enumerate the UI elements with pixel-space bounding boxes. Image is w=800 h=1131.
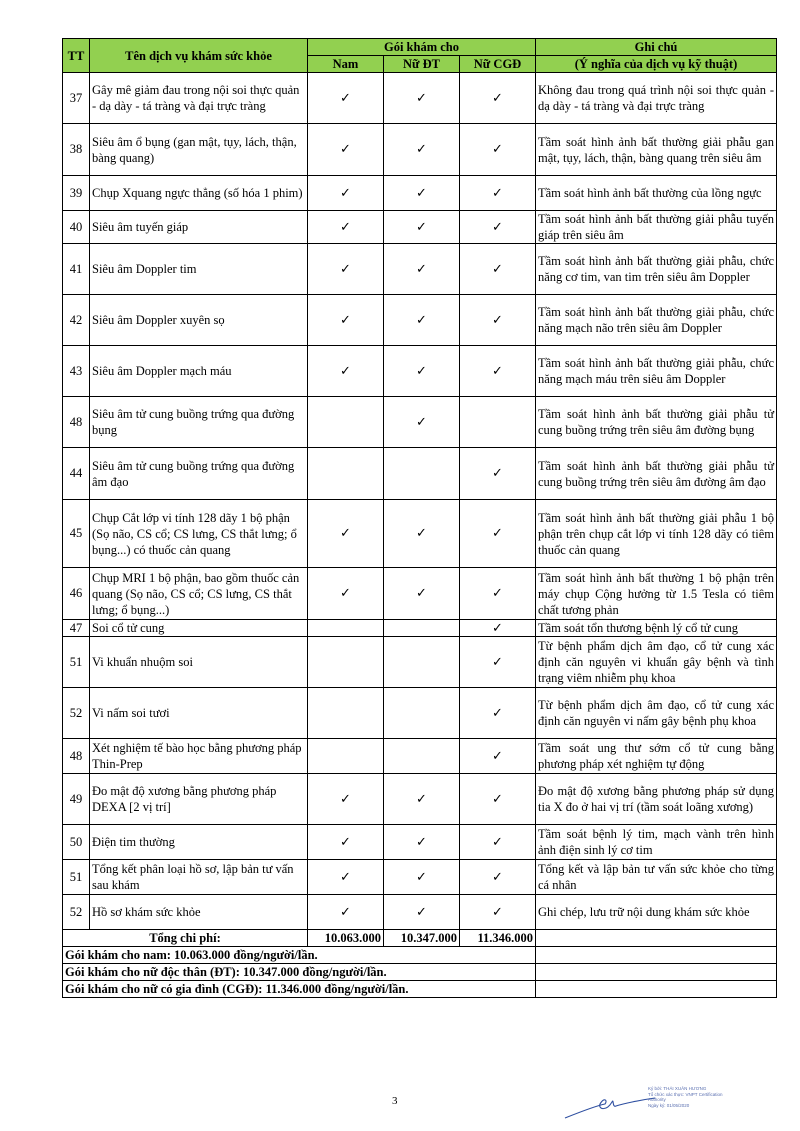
row-number: 45 [63,500,90,568]
row-number: 42 [63,295,90,346]
service-name: Vi khuẩn nhuộm soi [90,637,308,688]
service-note: Tầm soát hình ảnh bất thường giải phẫu tử cung buồng trứng trên siêu âm đường bụng [536,397,777,448]
service-note: Tầm soát ung thư sớm cổ tử cung bằng phương pháp xét nghiệm tự động [536,739,777,774]
signature-line: Ngày ký: 01/05/2020 [648,1102,690,1108]
check-mark-icon: ✓ [460,688,536,739]
row-number: 40 [63,211,90,244]
service-name: Siêu âm tử cung buồng trứng qua đường bụng [90,397,308,448]
service-table [62,38,777,998]
row-number: 51 [63,860,90,895]
table-row [63,688,777,739]
service-note: Tầm soát hình ảnh bất thường giải phẫu tuyến giáp trên siêu âm [536,211,777,244]
table-row [63,825,777,860]
check-mark-icon: ✓ [384,825,460,860]
check-mark-icon: ✓ [460,346,536,397]
check-mark-icon: ✓ [308,895,384,930]
table-row [63,620,777,637]
table-row [63,176,777,211]
service-note: Tầm soát hình ảnh bất thường của lồng ngực [536,176,777,211]
empty-package-cell [460,397,536,448]
check-mark-icon: ✓ [384,295,460,346]
service-note: Tầm soát bệnh lý tim, mạch vành trên hình ảnh điện sinh lý cơ tim [536,825,777,860]
service-name: Siêu âm ổ bụng (gan mật, tụy, lách, thận, bàng quang) [90,124,308,176]
row-number: 47 [63,620,90,637]
service-name: Siêu âm tuyến giáp [90,211,308,244]
header-service: Tên dịch vụ khám sức khỏe [90,39,308,73]
table-row [63,244,777,295]
row-number: 46 [63,568,90,620]
total-nu-dt: 10.347.000 [384,930,460,947]
summary-nu-cgd: Gói khám cho nữ có gia đình (CGĐ): 11.346.000 đồng/người/lần. [63,981,536,998]
service-note: Tầm soát hình ảnh bất thường giải phẫu, chức năng cơ tim, van tim trên siêu âm Doppler [536,244,777,295]
check-mark-icon: ✓ [308,176,384,211]
empty-package-cell [384,739,460,774]
table-row [63,739,777,774]
summary-empty-cell [536,947,777,964]
check-mark-icon: ✓ [460,825,536,860]
empty-package-cell [308,620,384,637]
check-mark-icon: ✓ [308,295,384,346]
check-mark-icon: ✓ [384,568,460,620]
table-body [63,73,777,930]
check-mark-icon: ✓ [308,211,384,244]
header-col-nu-cgd: Nữ CGĐ [460,56,536,73]
page-number: 3 [392,1095,398,1107]
service-name: Soi cổ tử cung [90,620,308,637]
check-mark-icon: ✓ [460,124,536,176]
table-row [63,895,777,930]
check-mark-icon: ✓ [308,568,384,620]
total-row [63,930,777,947]
total-label: Tổng chi phí: [63,930,308,947]
check-mark-icon: ✓ [460,448,536,500]
service-note: Tầm soát hình ảnh bất thường 1 bộ phận trên máy chụp Cộng hưởng từ 1.5 Tesla có tiêm chất tương phản [536,568,777,620]
summary-empty-cell [536,964,777,981]
service-note: Tầm soát hình ảnh bất thường giải phẫu, chức năng mạch máu trên siêu âm Doppler [536,346,777,397]
table-row [63,346,777,397]
table-row [63,295,777,346]
empty-package-cell [308,739,384,774]
check-mark-icon: ✓ [384,211,460,244]
check-mark-icon: ✓ [384,397,460,448]
row-number: 48 [63,739,90,774]
check-mark-icon: ✓ [308,346,384,397]
empty-package-cell [308,397,384,448]
empty-package-cell [384,620,460,637]
empty-package-cell [308,688,384,739]
signature-line: Tổ chức xác thực: VNPT Certification [648,1091,723,1097]
check-mark-icon: ✓ [308,73,384,124]
service-name: Xét nghiệm tế bào học bằng phương pháp Thin-Prep [90,739,308,774]
check-mark-icon: ✓ [384,860,460,895]
total-empty-cell [536,930,777,947]
header-package: Gói khám cho [308,39,536,56]
header-col-nu-dt: Nữ ĐT [384,56,460,73]
summary-row [63,964,777,981]
check-mark-icon: ✓ [384,244,460,295]
table-row [63,637,777,688]
service-note: Đo mật độ xương bằng phương pháp sử dụng tia X đo ở hai vị trí (tầm soát loãng xương) [536,774,777,825]
service-note: Tổng kết và lập bản tư vấn sức khỏe cho từng cá nhân [536,860,777,895]
service-name: Gây mê giảm đau trong nội soi thực quản - dạ dày - tá tràng và đại trực tràng [90,73,308,124]
check-mark-icon: ✓ [460,295,536,346]
table-row [63,568,777,620]
service-note: Tầm soát hình ảnh bất thường giải phẫu gan mật, tụy, lách, thận, bàng quang trên siêu âm [536,124,777,176]
header-note-subtitle: (Ý nghĩa của dịch vụ kỹ thuật) [536,56,777,73]
row-number: 39 [63,176,90,211]
summary-row [63,947,777,964]
check-mark-icon: ✓ [460,176,536,211]
check-mark-icon: ✓ [460,774,536,825]
row-number: 52 [63,895,90,930]
check-mark-icon: ✓ [460,637,536,688]
check-mark-icon: ✓ [308,774,384,825]
check-mark-icon: ✓ [308,825,384,860]
check-mark-icon: ✓ [384,500,460,568]
row-number: 52 [63,688,90,739]
service-name: Điện tim thường [90,825,308,860]
summary-nu-dt: Gói khám cho nữ độc thân (ĐT): 10.347.000 đồng/người/lần. [63,964,536,981]
service-name: Đo mật độ xương bằng phương pháp DEXA [2 vị trí] [90,774,308,825]
service-note: Không đau trong quá trình nội soi thực quản - dạ dày - tá tràng và đại trực tràng [536,73,777,124]
service-name: Chụp MRI 1 bộ phận, bao gồm thuốc cản quang (Sọ não, CS cổ; CS lưng, CS thắt lưng; ổ bụng...) [90,568,308,620]
service-note: Từ bệnh phẩm dịch âm đạo, cổ tử cung xác định căn nguyên vi nấm gây bệnh phụ khoa [536,688,777,739]
empty-package-cell [384,688,460,739]
signature-line: Ký bởi: THÁI XUÂN HƯƠNG [648,1086,707,1091]
check-mark-icon: ✓ [460,568,536,620]
table-row [63,774,777,825]
table-row [63,211,777,244]
empty-package-cell [308,637,384,688]
row-number: 38 [63,124,90,176]
check-mark-icon: ✓ [308,244,384,295]
row-number: 43 [63,346,90,397]
header-note-title: Ghi chú [536,39,777,56]
service-name: Siêu âm Doppler xuyên sọ [90,295,308,346]
service-name: Chụp Cắt lớp vi tính 128 dãy 1 bộ phận (Sọ não, CS cổ; CS lưng, CS thắt lưng; ổ bụng...) có thuốc cản quang [90,500,308,568]
check-mark-icon: ✓ [460,500,536,568]
service-note: Từ bệnh phẩm dịch âm đạo, cổ tử cung xác định căn nguyên vi khuẩn gây bệnh và tình trạng viêm nhiễm phụ khoa [536,637,777,688]
service-name: Hồ sơ khám sức khỏe [90,895,308,930]
check-mark-icon: ✓ [460,739,536,774]
service-name: Vi nấm soi tươi [90,688,308,739]
check-mark-icon: ✓ [384,774,460,825]
service-name: Siêu âm tử cung buồng trứng qua đường âm đạo [90,448,308,500]
table-row [63,73,777,124]
check-mark-icon: ✓ [308,860,384,895]
table-row [63,448,777,500]
service-name: Chụp Xquang ngực thẳng (số hóa 1 phim) [90,176,308,211]
service-note: Tầm soát tổn thương bệnh lý cổ tử cung [536,620,777,637]
total-nu-cgd: 11.346.000 [460,930,536,947]
signature-line: Authority [648,1097,666,1102]
service-name: Siêu âm Doppler tim [90,244,308,295]
row-number: 49 [63,774,90,825]
service-note: Tầm soát hình ảnh bất thường giải phẫu, chức năng mạch não trên siêu âm Doppler [536,295,777,346]
empty-package-cell [308,448,384,500]
check-mark-icon: ✓ [384,124,460,176]
table-row [63,500,777,568]
service-note: Ghi chép, lưu trữ nội dung khám sức khỏe [536,895,777,930]
total-nam: 10.063.000 [308,930,384,947]
row-number: 48 [63,397,90,448]
summary-nam: Gói khám cho nam: 10.063.000 đồng/người/lần. [63,947,536,964]
check-mark-icon: ✓ [384,346,460,397]
table-row [63,124,777,176]
check-mark-icon: ✓ [460,73,536,124]
service-name: Siêu âm Doppler mạch máu [90,346,308,397]
row-number: 37 [63,73,90,124]
digital-signature-info [648,1086,722,1108]
row-number: 50 [63,825,90,860]
check-mark-icon: ✓ [384,895,460,930]
empty-package-cell [384,448,460,500]
check-mark-icon: ✓ [308,500,384,568]
check-mark-icon: ✓ [308,124,384,176]
check-mark-icon: ✓ [460,211,536,244]
check-mark-icon: ✓ [460,244,536,295]
row-number: 44 [63,448,90,500]
service-note: Tầm soát hình ảnh bất thường giải phẫu tử cung buồng trứng trên siêu âm đường âm đạo [536,448,777,500]
summary-empty-cell [536,981,777,998]
table-row [63,860,777,895]
empty-package-cell [384,637,460,688]
service-name: Tổng kết phân loại hồ sơ, lập bản tư vấn sau khám [90,860,308,895]
service-note: Tầm soát hình ảnh bất thường giải phẫu 1 bộ phận trên chụp cắt lớp vi tính 128 dãy có tiêm thuốc cản quang [536,500,777,568]
header-col-nam: Nam [308,56,384,73]
row-number: 51 [63,637,90,688]
check-mark-icon: ✓ [460,620,536,637]
check-mark-icon: ✓ [384,73,460,124]
summary-row [63,981,777,998]
check-mark-icon: ✓ [384,176,460,211]
header-tt: TT [63,39,90,73]
table-row [63,397,777,448]
check-mark-icon: ✓ [460,895,536,930]
row-number: 41 [63,244,90,295]
check-mark-icon: ✓ [460,860,536,895]
